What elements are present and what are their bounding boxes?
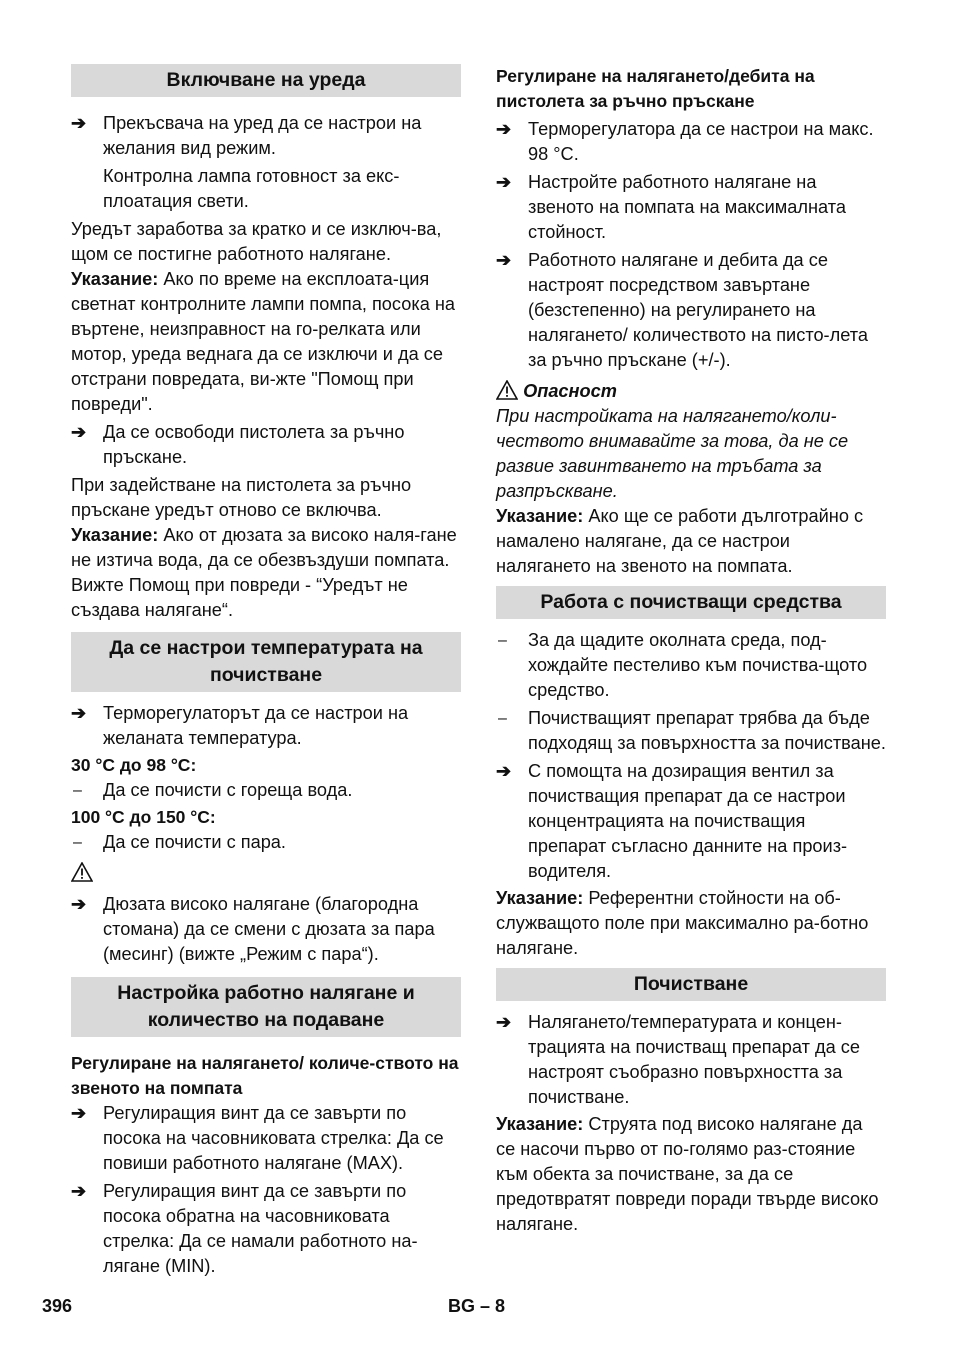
arrow-right-icon: ➔ [71, 113, 87, 133]
item-text: Регулиращия винт да се завърти по посока обратна на часовниковата стрелка: Да се намали работното на-лягане (MIN). [103, 1181, 418, 1276]
left-column [71, 64, 461, 1279]
list-item [71, 701, 461, 751]
item-text: Работното налягане и дебита да се настроят посредством завъртане (безстепенно) на регулирането на налягането/ количеството на писто-лета за ръчно пръскане (+/-). [528, 250, 868, 370]
continuation-text: Контролна лампа готовност за екс-плоатация свети. [103, 166, 400, 211]
list-item [496, 759, 886, 884]
warning-triangle-icon [71, 862, 93, 882]
section-title-temperature: Да се настрои температурата на почистване [71, 632, 461, 692]
danger-label: Опасност [523, 381, 617, 401]
dash-bullet-icon: – [498, 632, 507, 649]
item-text: Да се освободи пистолета за ръчно пръскане. [103, 422, 405, 467]
arrow-right-icon: ➔ [496, 172, 512, 192]
subheading-pump-regulation: Регулиране на налягането/ количе-ството на звеното на помпата [71, 1053, 459, 1098]
item-text: Дюзата високо налягане (благородна стомана) да се смени с дюзата за пара (месинг) (вижте „Режим с пара“). [103, 894, 435, 964]
section-title-switch-on: Включване на уреда [71, 64, 461, 97]
page-number: 396 [42, 1296, 73, 1316]
list-item [71, 1101, 461, 1176]
dash-item [71, 778, 461, 803]
list-item [71, 1179, 461, 1279]
arrow-right-icon: ➔ [496, 1012, 512, 1032]
section-title-pressure-setting: Настройка работно налягане и количество на подаване [71, 977, 461, 1037]
paragraph: Уредът заработва за кратко и се изключ-ва, щом се постигне работното налягане. [71, 219, 442, 264]
list-item [71, 892, 461, 967]
section-title-cleaning: Почистване [496, 968, 886, 1001]
note-text: Референтни стойности на об-служващото поле при максимално ра-ботно налягане. [496, 888, 869, 958]
list-item [496, 117, 886, 167]
arrow-right-icon: ➔ [71, 422, 87, 442]
arrow-right-icon: ➔ [496, 761, 512, 781]
note-label: Указание: [71, 269, 159, 289]
dash-bullet-icon: – [73, 782, 82, 799]
danger-heading [496, 379, 886, 404]
item-text: Регулиращия винт да се завърти по посока на часовниковата стрелка: Да се повиши работното налягане (MAX). [103, 1103, 444, 1173]
arrow-right-icon: ➔ [71, 1181, 87, 1201]
note-paragraph [71, 267, 461, 417]
arrow-right-icon: ➔ [496, 119, 512, 139]
subheading-temp-range-1: 30 °C до 98 °C: [71, 755, 197, 775]
list-item [496, 248, 886, 373]
item-text: Да се почисти с гореща вода. [103, 780, 353, 800]
note-label: Указание: [496, 888, 584, 908]
note-text: Ако от дюзата за високо наля-гане не изтича вода, да се обезвъздуши помпата. Вижте Помощ при повреди - “Уредът не създава налягане“. [71, 525, 457, 620]
list-item [71, 420, 461, 470]
note-text: Струята под високо налягане да се насочи първо от по-голямо раз-стояние към обекта за почистване, за да се предотвратят повреди поради твърде високо налягане. [496, 1114, 879, 1234]
note-label: Указание: [71, 525, 159, 545]
item-text: Почистващият препарат трябва да бъде подходящ за повърхността за почистване. [528, 708, 886, 753]
dash-item [496, 706, 886, 756]
note-paragraph [496, 886, 886, 961]
warning-line [71, 861, 461, 886]
page-label: BG – 8 [448, 1296, 506, 1316]
arrow-right-icon: ➔ [71, 703, 87, 723]
item-text: С помощта на дозиращия вентил за почистващия препарат да се настрои концентрацията на почистващия препарат съгласно данните на произ-водителя. [528, 761, 848, 881]
section-title-detergents: Работа с почистващи средства [496, 586, 886, 619]
note-paragraph [496, 1112, 886, 1237]
note-text: Ако ще се работи дълготрайно с намалено налягане, да се настрои налягането на звеното на помпата. [496, 506, 864, 576]
note-label: Указание: [496, 1114, 584, 1134]
item-text: Терморегулаторът да се настрои на желаната температура. [103, 703, 409, 748]
note-paragraph [71, 523, 461, 623]
note-paragraph [496, 504, 886, 579]
item-text: Терморегулатора да се настрои на макс. 98 °C. [528, 119, 874, 164]
dash-item [496, 628, 886, 703]
item-text: Настройте работното налягане на звеното на помпата на максималната стойност. [528, 172, 846, 242]
danger-text: При настройката на налягането/коли-чеството внимавайте за това, да не се развие завинтването на тръбата за разпръскване. [496, 406, 849, 501]
list-item [71, 111, 461, 161]
paragraph: При задействане на пистолета за ръчно пръскане уредът отново се включва. [71, 475, 412, 520]
item-text: За да щадите околната среда, под-хождайте пестеливо към почиства-щото средство. [528, 630, 868, 700]
item-text: Налягането/температурата и концен-трацията на почистващ препарат да се настроят съобразно повърхността за почистване. [528, 1012, 860, 1107]
subheading-gun-regulation: Регулиране на налягането/дебита на пистолета за ръчно пръскане [496, 66, 815, 111]
warning-triangle-icon [496, 380, 518, 400]
arrow-right-icon: ➔ [71, 894, 87, 914]
item-text: Да се почисти с пара. [103, 832, 286, 852]
arrow-right-icon: ➔ [71, 1103, 87, 1123]
arrow-right-icon: ➔ [496, 250, 512, 270]
dash-item [71, 830, 461, 855]
note-label: Указание: [496, 506, 584, 526]
right-column [496, 64, 886, 1237]
list-item [496, 170, 886, 245]
dash-bullet-icon: – [73, 834, 82, 851]
item-text: Прекъсвача на уред да се настрои на желания вид режим. [103, 113, 422, 158]
list-item [496, 1010, 886, 1110]
note-text: Ако по време на експлоата-ция светнат контролните лампи помпа, посока на въртене, неизправност на го-релката или мотор, уреда веднага да се изключи и да се отстрани повредата, ви-жте "Помощ при повреди". [71, 269, 456, 414]
dash-bullet-icon: – [498, 710, 507, 727]
subheading-temp-range-2: 100 °C до 150 °C: [71, 807, 216, 827]
